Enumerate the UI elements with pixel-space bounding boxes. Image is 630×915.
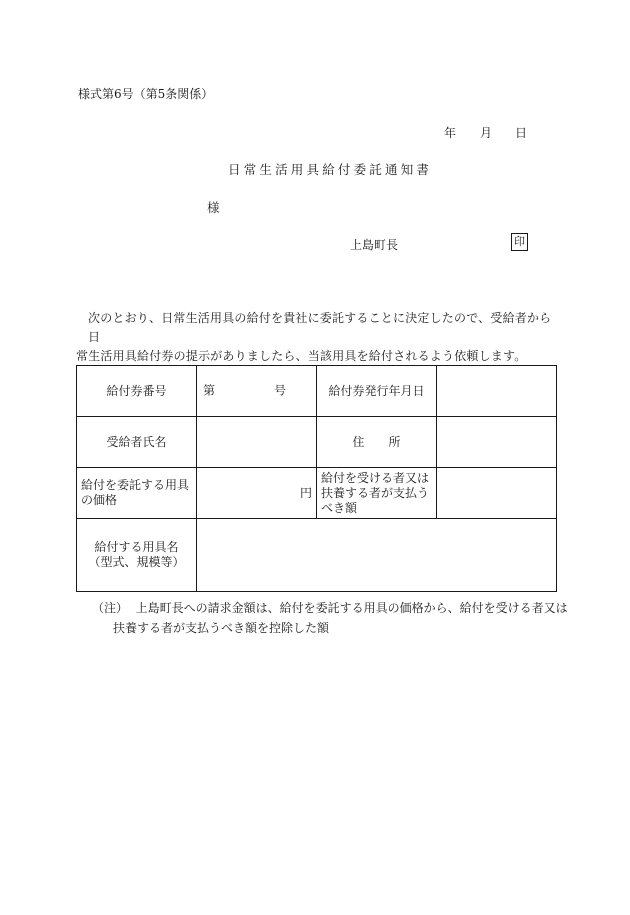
seal-mark: 印 xyxy=(511,233,528,251)
price-label-line-2: の価格 xyxy=(81,493,118,507)
note-line-1: 上島町長への請求金額は、給付を委託する用具の価格から、給付を受ける者又は xyxy=(135,601,568,615)
body-paragraph xyxy=(76,309,556,366)
item-name-label xyxy=(77,519,197,592)
voucher-number-suffix: 号 xyxy=(273,383,286,398)
date-day-label: 日 xyxy=(515,126,528,140)
body-line-2: 常生活用具給付券の提示がありましたら、当該用具を給付されるよう依頼します。 xyxy=(76,349,527,363)
recipient-name-label: 受給者氏名 xyxy=(77,417,197,468)
voucher-number-label: 給付券番号 xyxy=(77,366,197,417)
price-field[interactable] xyxy=(197,468,317,519)
date-month-label: 月 xyxy=(480,126,493,140)
document-title: 日常生活用具給付委託通知書 xyxy=(228,162,433,177)
issue-date-label: 給付券発行年月日 xyxy=(317,366,437,417)
item-name-field[interactable] xyxy=(197,519,557,592)
payment-field[interactable] xyxy=(437,468,557,519)
issuer-name: 上島町長 xyxy=(350,238,399,252)
yen-unit: 円 xyxy=(299,485,312,500)
table-row xyxy=(77,519,557,592)
note-mark: （注） xyxy=(92,601,129,615)
table-row xyxy=(77,366,557,417)
payment-label-line-3: べき額 xyxy=(321,500,358,515)
price-label-line-1: 給付を委託する用具 xyxy=(81,478,190,492)
recipient-name-field[interactable] xyxy=(197,417,317,468)
payment-label xyxy=(317,468,437,519)
table-row xyxy=(77,468,557,519)
payment-label-line-1: 給付を受ける者又は xyxy=(321,470,430,485)
voucher-table xyxy=(76,365,557,592)
price-label xyxy=(77,468,197,519)
item-name-label-line-1: 給付する用具名 xyxy=(94,540,179,554)
date-year-label: 年 xyxy=(444,126,457,140)
note xyxy=(92,599,568,618)
note-line-2: 扶養する者が支払うべき額を控除した額 xyxy=(113,621,330,635)
form-number: 様式第6号（第5条関係） xyxy=(78,87,214,101)
payment-label-line-2: 扶養する者が支払う xyxy=(321,485,430,500)
addressee-suffix: 様 xyxy=(207,200,220,215)
voucher-number-field[interactable] xyxy=(197,366,317,417)
item-name-label-line-2: （型式、規模等） xyxy=(88,555,185,569)
table-row xyxy=(77,417,557,468)
issue-date-field[interactable] xyxy=(437,366,557,417)
body-line-1: 次のとおり、日常生活用具の給付を貴社に委託することに決定したので、受給者から日 xyxy=(88,311,552,344)
address-field[interactable] xyxy=(437,417,557,468)
voucher-number-prefix: 第 xyxy=(203,383,216,398)
address-label: 住 所 xyxy=(317,417,437,468)
